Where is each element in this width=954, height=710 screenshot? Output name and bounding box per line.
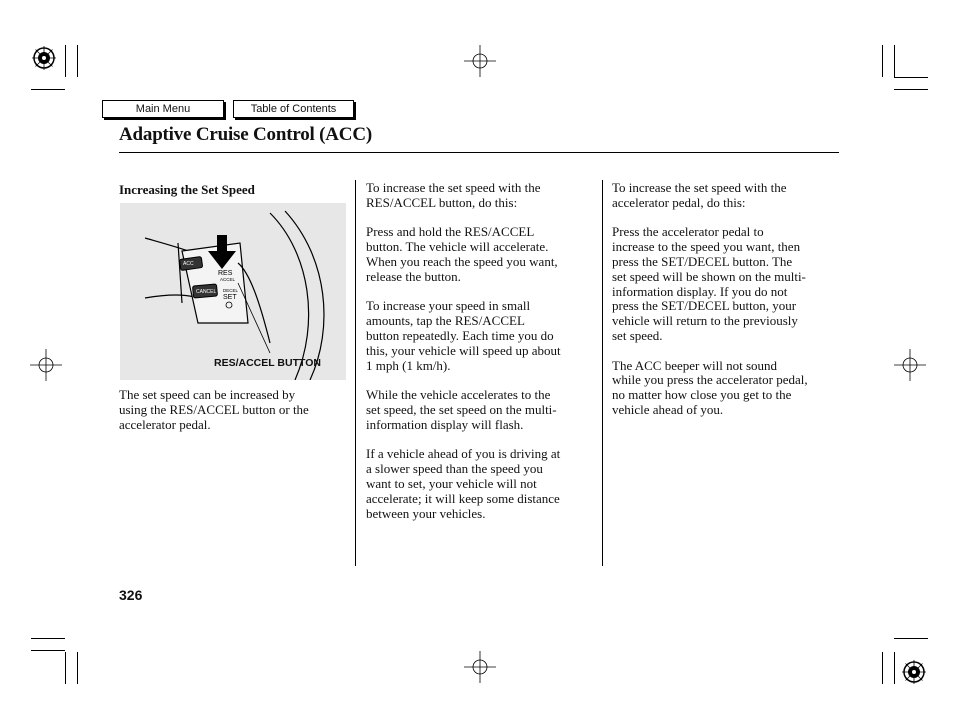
- text-line: [366, 433, 561, 448]
- text-line: 1 mph (1 km/h).: [366, 357, 451, 373]
- text-line: [612, 211, 808, 226]
- text-line: set speed.: [612, 327, 663, 343]
- text-line: set speed will be shown on the multi-: [612, 268, 806, 284]
- text-line: [366, 373, 561, 388]
- text-line: vehicle will return to the previously: [612, 313, 798, 329]
- text-line: set speed, the set speed on the multi-: [366, 401, 557, 417]
- column2-text: [366, 181, 561, 521]
- text-line: RES/ACCEL button, do this:: [366, 194, 518, 210]
- text-line: press the SET/DECEL button, your: [612, 298, 797, 314]
- text-line: [612, 344, 808, 359]
- table-of-contents-button[interactable]: Table of Contents: [233, 100, 354, 118]
- column3-text: [612, 181, 808, 418]
- column-divider: [602, 180, 603, 566]
- text-line: no matter how close you get to the: [612, 387, 792, 403]
- figure-button-label: DECEL: [223, 288, 239, 293]
- title-rule: [119, 152, 839, 153]
- text-line: a slower speed than the speed you: [366, 461, 543, 477]
- text-line: [366, 211, 561, 226]
- figure-caption: RES/ACCEL BUTTON: [214, 357, 321, 369]
- figure-button-label: ACC: [183, 261, 194, 267]
- text-line: want to set, your vehicle will not: [366, 475, 537, 491]
- page-number: 326: [119, 587, 143, 603]
- registration-starburst-icon: [32, 46, 56, 70]
- text-line: between your vehicles.: [366, 505, 486, 521]
- text-line: When you reach the speed you want,: [366, 253, 558, 269]
- figure-button-label: CANCEL: [196, 289, 217, 295]
- text-line: vehicle ahead of you.: [612, 401, 724, 417]
- text-line: increase to the speed you want, then: [612, 239, 801, 255]
- text-line: release the button.: [366, 268, 461, 284]
- column1-text: The set speed can be increased by using the RES/ACCEL button or the accelerator pedal.: [119, 387, 309, 432]
- text-line: If a vehicle ahead of you is driving at: [366, 446, 561, 462]
- text-line: accelerate; it will keep some distance: [366, 490, 560, 506]
- text-line: To increase your speed in small: [366, 298, 531, 314]
- text-line: amounts, tap the RES/ACCEL: [366, 313, 525, 329]
- text-line: while you press the accelerator pedal,: [612, 372, 808, 388]
- text-line: this, your vehicle will speed up about: [366, 342, 561, 358]
- text-line: accelerator pedal, do this:: [612, 194, 746, 210]
- text-line: press the SET/DECEL button. The: [612, 253, 793, 269]
- text-line: To increase the set speed with the: [612, 180, 787, 195]
- text-line: button. The vehicle will accelerate.: [366, 239, 549, 255]
- text-line: The ACC beeper will not sound: [612, 357, 778, 373]
- figure-button-label: SET: [223, 294, 237, 301]
- text-line: Press the accelerator pedal to: [612, 224, 764, 240]
- text-line: [366, 285, 561, 300]
- text-line: To increase the set speed with the: [366, 180, 541, 195]
- figure-button-label: ACCEL: [220, 277, 236, 282]
- section-heading: Increasing the Set Speed: [119, 182, 255, 197]
- text-line: information display. If you do not: [612, 283, 788, 299]
- steering-wheel-figure: [120, 203, 346, 380]
- column-divider: [355, 180, 356, 566]
- main-menu-button[interactable]: Main Menu: [102, 100, 224, 118]
- page-title: Adaptive Cruise Control (ACC): [119, 124, 372, 145]
- text-line: Press and hold the RES/ACCEL: [366, 224, 535, 240]
- registration-starburst-icon: [902, 660, 926, 684]
- figure-button-label: RES: [218, 270, 233, 277]
- text-line: button repeatedly. Each time you do: [366, 327, 554, 343]
- text-line: While the vehicle accelerates to the: [366, 387, 551, 403]
- text-line: information display will flash.: [366, 416, 524, 432]
- steering-wheel-illustration: [120, 203, 346, 380]
